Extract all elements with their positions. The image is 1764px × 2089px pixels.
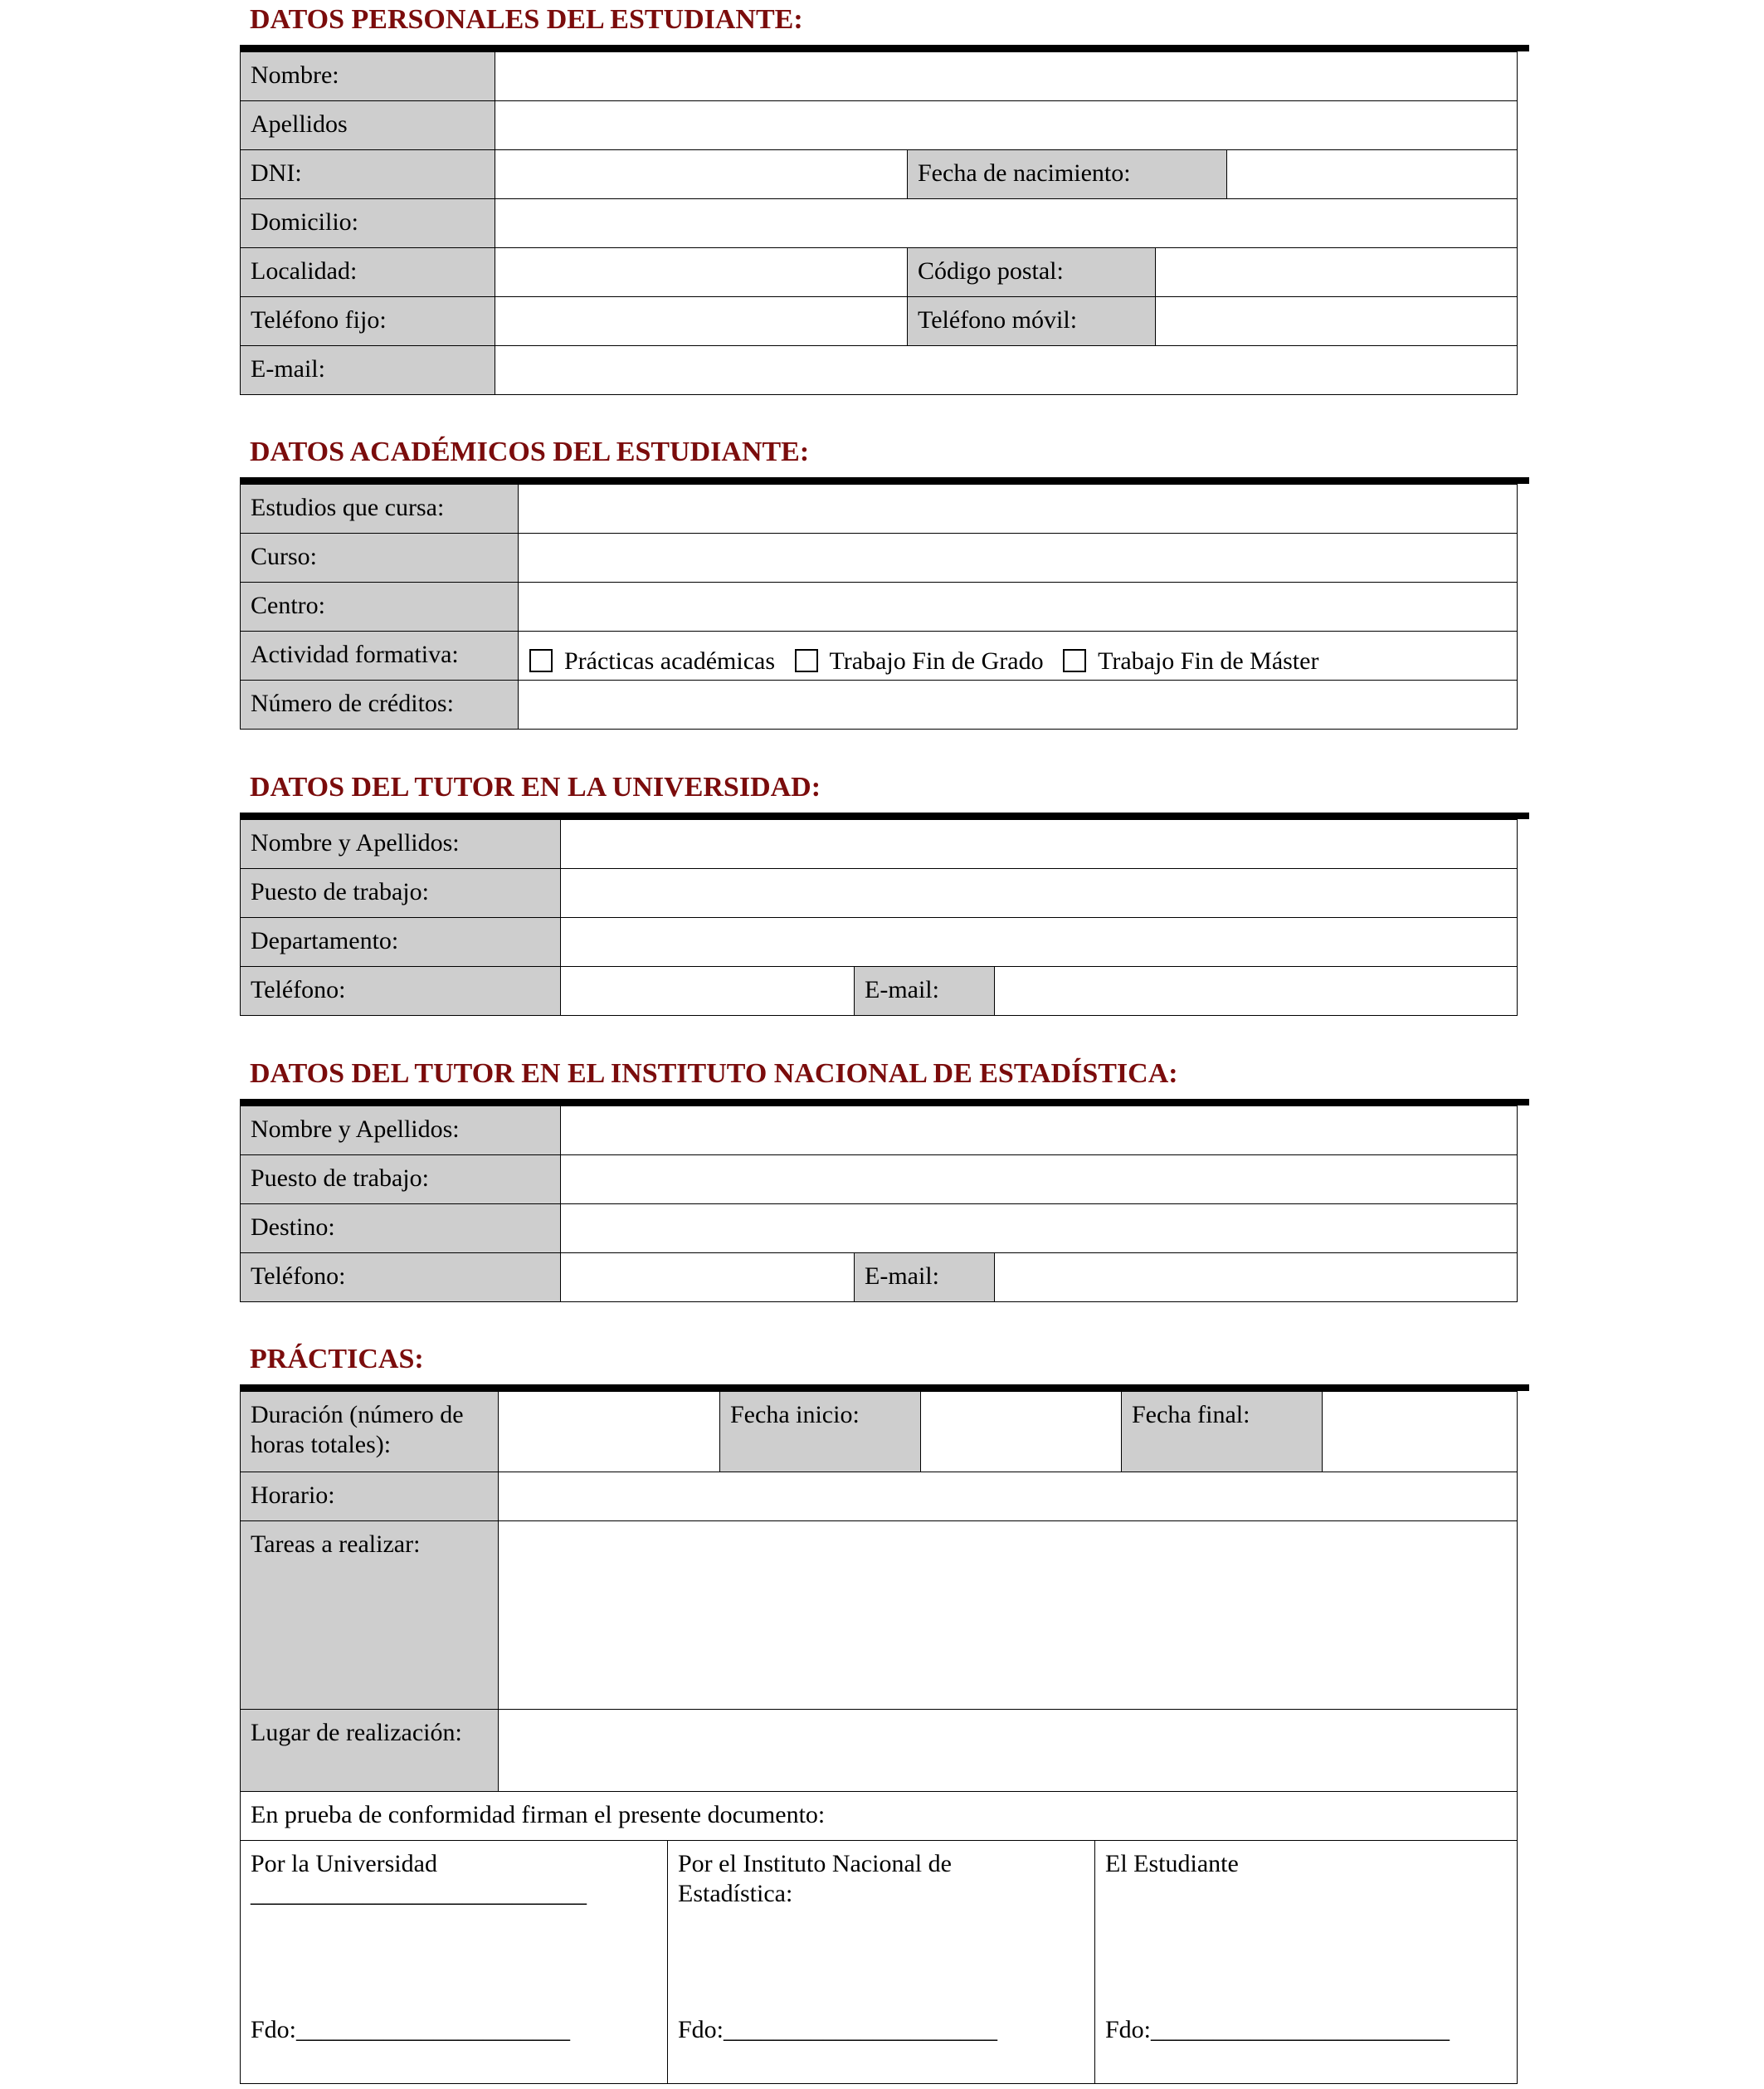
label-tutor-ine-telefono: Teléfono: bbox=[240, 1252, 561, 1302]
label-creditos: Número de créditos: bbox=[240, 680, 519, 730]
signature-uni-line: ___________________________ bbox=[251, 1880, 587, 1907]
tutor-ine-puesto-field[interactable] bbox=[560, 1154, 1518, 1204]
label-tutor-ine-puesto: Puesto de trabajo: bbox=[240, 1154, 561, 1204]
signature-box-ine[interactable] bbox=[667, 1840, 1095, 2084]
tutor-ine-nombre-field[interactable] bbox=[560, 1106, 1518, 1155]
option-practicas[interactable] bbox=[529, 647, 775, 676]
label-duracion-line2: horas totales): bbox=[251, 1431, 392, 1458]
label-curso: Curso: bbox=[240, 533, 519, 583]
label-dni: DNI: bbox=[240, 149, 495, 199]
section-rule bbox=[240, 1099, 1529, 1106]
centro-field[interactable] bbox=[518, 582, 1518, 632]
tutor-uni-telefono-field[interactable] bbox=[560, 966, 855, 1016]
horario-field[interactable] bbox=[498, 1472, 1518, 1521]
label-tutor-uni-nombre: Nombre y Apellidos: bbox=[240, 819, 561, 869]
label-tutor-ine-email: E-mail: bbox=[854, 1252, 995, 1302]
section-rule bbox=[240, 477, 1529, 484]
label-fecha-final: Fecha final: bbox=[1121, 1391, 1323, 1472]
signature-uni-fdo: Fdo:______________________ bbox=[251, 2016, 571, 2043]
signature-ine-title-line2: Estadística: bbox=[678, 1880, 793, 1907]
section-title-practicas: PRÁCTICAS: bbox=[250, 1344, 424, 1374]
checkbox-practicas[interactable] bbox=[529, 649, 553, 672]
signature-box-universidad[interactable] bbox=[240, 1840, 668, 2084]
label-nombre: Nombre: bbox=[240, 51, 495, 101]
label-actividad: Actividad formativa: bbox=[240, 631, 519, 681]
label-estudios: Estudios que cursa: bbox=[240, 484, 519, 534]
option-label: Trabajo Fin de Grado bbox=[829, 647, 1044, 675]
label-email: E-mail: bbox=[240, 345, 495, 395]
signature-box-estudiante[interactable] bbox=[1094, 1840, 1518, 2084]
section-title-personal: DATOS PERSONALES DEL ESTUDIANTE: bbox=[250, 4, 803, 35]
signature-ine-fdo: Fdo:______________________ bbox=[678, 2016, 998, 2043]
label-tutor-ine-nombre: Nombre y Apellidos: bbox=[240, 1106, 561, 1155]
option-tfg[interactable] bbox=[795, 647, 1044, 676]
option-tfm[interactable] bbox=[1063, 647, 1318, 676]
checkbox-tfm[interactable] bbox=[1063, 649, 1086, 672]
tareas-field[interactable] bbox=[498, 1520, 1518, 1710]
dni-field[interactable] bbox=[495, 149, 908, 199]
codigo-postal-field[interactable] bbox=[1155, 247, 1518, 297]
section-title-academic: DATOS ACADÉMICOS DEL ESTUDIANTE: bbox=[250, 437, 810, 467]
tutor-ine-telefono-field[interactable] bbox=[560, 1252, 855, 1302]
fecha-inicio-field[interactable] bbox=[920, 1391, 1122, 1472]
tutor-ine-destino-field[interactable] bbox=[560, 1203, 1518, 1253]
localidad-field[interactable] bbox=[495, 247, 908, 297]
duracion-field[interactable] bbox=[498, 1391, 720, 1472]
curso-field[interactable] bbox=[518, 533, 1518, 583]
checkbox-tfg[interactable] bbox=[795, 649, 818, 672]
section-rule bbox=[240, 1384, 1529, 1391]
signature-est-fdo: Fdo:________________________ bbox=[1105, 2016, 1450, 2043]
label-tutor-uni-telefono: Teléfono: bbox=[240, 966, 561, 1016]
tutor-uni-departamento-field[interactable] bbox=[560, 917, 1518, 967]
section-rule bbox=[240, 45, 1529, 51]
tutor-ine-email-field[interactable] bbox=[994, 1252, 1518, 1302]
estudios-field[interactable] bbox=[518, 484, 1518, 534]
label-telefono-fijo: Teléfono fijo: bbox=[240, 296, 495, 346]
conformidad-text: En prueba de conformidad firman el presente documento: bbox=[240, 1791, 1518, 1841]
telefono-movil-field[interactable] bbox=[1155, 296, 1518, 346]
label-horario: Horario: bbox=[240, 1472, 499, 1521]
label-codigo-postal: Código postal: bbox=[907, 247, 1156, 297]
domicilio-field[interactable] bbox=[495, 198, 1518, 248]
section-title-tutor-ine: DATOS DEL TUTOR EN EL INSTITUTO NACIONAL DE ESTADÍSTICA: bbox=[250, 1058, 1178, 1089]
option-label: Trabajo Fin de Máster bbox=[1098, 647, 1319, 675]
tutor-uni-email-field[interactable] bbox=[994, 966, 1518, 1016]
label-tareas: Tareas a realizar: bbox=[240, 1520, 499, 1710]
option-label: Prácticas académicas bbox=[564, 647, 776, 675]
tutor-uni-nombre-field[interactable] bbox=[560, 819, 1518, 869]
actividad-options bbox=[529, 638, 1332, 676]
telefono-fijo-field[interactable] bbox=[495, 296, 908, 346]
nombre-field[interactable] bbox=[495, 51, 1518, 101]
apellidos-field[interactable] bbox=[495, 100, 1518, 150]
signature-ine-title-line1: Por el Instituto Nacional de bbox=[678, 1850, 952, 1877]
label-tutor-uni-puesto: Puesto de trabajo: bbox=[240, 868, 561, 918]
label-duracion-line1: Duración (número de bbox=[251, 1401, 464, 1428]
fecha-nacimiento-field[interactable] bbox=[1226, 149, 1518, 199]
creditos-field[interactable] bbox=[518, 680, 1518, 730]
label-fecha-inicio: Fecha inicio: bbox=[719, 1391, 921, 1472]
label-domicilio: Domicilio: bbox=[240, 198, 495, 248]
label-localidad: Localidad: bbox=[240, 247, 495, 297]
label-centro: Centro: bbox=[240, 582, 519, 632]
section-title-tutor-uni: DATOS DEL TUTOR EN LA UNIVERSIDAD: bbox=[250, 772, 821, 803]
label-duracion bbox=[240, 1391, 499, 1472]
label-tutor-ine-destino: Destino: bbox=[240, 1203, 561, 1253]
label-lugar: Lugar de realización: bbox=[240, 1709, 499, 1792]
fecha-final-field[interactable] bbox=[1322, 1391, 1518, 1472]
signature-uni-title: Por la Universidad bbox=[251, 1850, 437, 1877]
label-tutor-uni-departamento: Departamento: bbox=[240, 917, 561, 967]
label-tutor-uni-email: E-mail: bbox=[854, 966, 995, 1016]
section-rule bbox=[240, 813, 1529, 819]
tutor-uni-puesto-field[interactable] bbox=[560, 868, 1518, 918]
label-fecha-nacimiento: Fecha de nacimiento: bbox=[907, 149, 1227, 199]
lugar-field[interactable] bbox=[498, 1709, 1518, 1792]
email-field[interactable] bbox=[495, 345, 1518, 395]
label-apellidos: Apellidos bbox=[240, 100, 495, 150]
signature-est-title: El Estudiante bbox=[1105, 1850, 1239, 1877]
label-telefono-movil: Teléfono móvil: bbox=[907, 296, 1156, 346]
